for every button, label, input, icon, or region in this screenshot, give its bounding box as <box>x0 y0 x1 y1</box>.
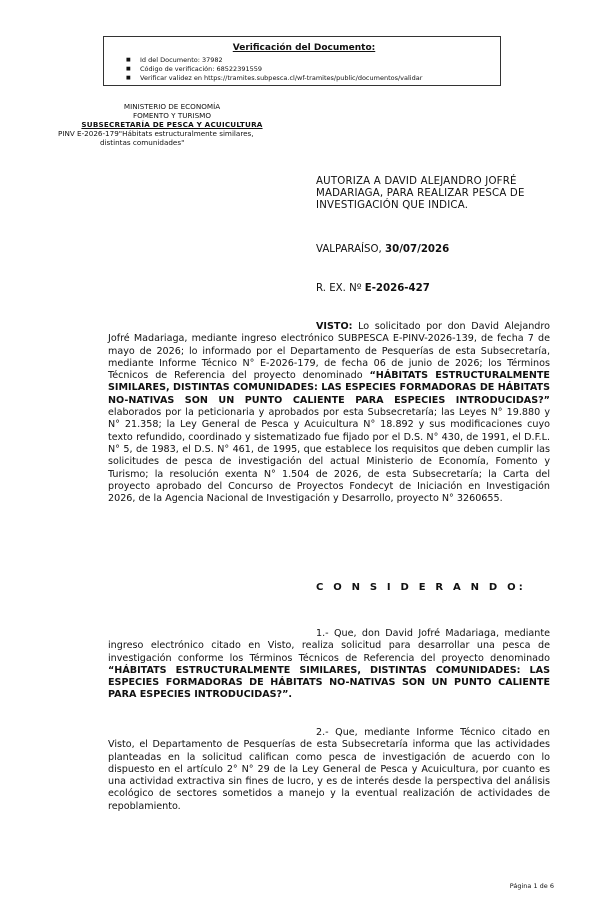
resolution-number <box>316 283 430 294</box>
verification-list <box>118 56 490 83</box>
considerando-1-text: 1.- Que, don David Jofré Madariaga, mediante ingreso electrónico citado en Visto, realiza solicitud para desarrollar una pesca de investigación conforme los Términos Técnicos de Referencia del proyecto denominado <box>108 628 550 664</box>
page-number: Página 1 de 6 <box>509 882 554 890</box>
considerando-item-1 <box>108 628 550 702</box>
rex-number: E-2026-427 <box>364 283 430 294</box>
ministry-name: MINISTERIO DE ECONOMÍA <box>123 102 221 111</box>
verification-code: ■ Código de verificación: 68522391559 <box>132 65 490 74</box>
considerando-1-project: “HÁBITATS ESTRUCTURALMENTE SIMILARES, DISTINTAS COMUNIDADES: LAS ESPECIES FORMADORAS DE HÁBITATS NO-NATIVAS SON UN PUNTO CALIENTE PARA ESPECIES INTRODUCIDAS?”. <box>108 664 550 701</box>
rex-label: R. EX. Nº <box>316 283 365 294</box>
date: 30/07/2026 <box>385 244 450 255</box>
verification-document-id: ■ Id del Documento: 37982 <box>132 56 490 65</box>
visto-text: Lo solicitado por don David Alejandro Jofré Madariaga, mediante ingreso electrónico SUBPESCA E-PINV-2026-139, de fecha 7 de mayo de 2026; lo informado por el Departamento de Pesquerías de esta Subsecretaría, mediante Informe Técnico N° E-2026-179, de fecha 06 de junio de 2026; los Términos Técnicos de Referencia del proyecto denominado <box>108 321 550 382</box>
visto-label: VISTO: <box>316 321 353 332</box>
ministry-name-cont: FOMENTO Y TURISMO <box>132 111 212 120</box>
place-date <box>316 244 449 255</box>
visto-text-cont: elaborados por la peticionaria y aprobados por esta Subsecretaría; las Leyes N° 19.880 y N° 21.358; la Ley General de Pesca y Acuicultura N° 18.892 y sus modificaciones cuyo texto refundido, coordinado y sistematizado fue fijado por el D.S. N° 430, de 1991, el D.F.L. N° 5, de 1983, el D.S. N° 461, de 1995, que establece los requisitos que deben cumplir las solicitudes de pesca de investigación del actual Ministerio de Economía, Fomento y Turismo; la resolución exenta N° 1.504 de 2026, de esta Subsecretaría; la Carta del proyecto aprobado del Concurso de Proyectos Fondecyt de Iniciación en Investigación 2026, de la Agencia Nacional de Investigación y Desarrollo, proyecto N° 3260655. <box>108 407 550 505</box>
place: VALPARAÍSO, <box>316 244 386 255</box>
subsecretaria-name: SUBSECRETARÍA DE PESCA Y ACUICULTURA <box>81 120 263 129</box>
considerando-2-text: 2.- Que, mediante Informe Técnico citado en Visto, el Departamento de Pesquerías de esta Subsecretaría informa que las actividades planteadas en la solicitud califican como pesca de investigación de acuerdo con lo dispuesto en el artículo 2° N° 29 de la Ley General de Pesca y Acuicultura, por cuanto es una actividad extractiva sin fines de lucro, y es de interés desde la perspectiva del análisis ecológico de sectores sometidos a manejo y la eventual realización de actividades de repoblamiento. <box>108 727 550 812</box>
project-reference: PINV E-2026-179"Hábitats estructuralmente similares, <box>58 129 254 138</box>
considerando-item-2 <box>108 727 550 813</box>
considerando-heading: C O N S I D E R A N D O: <box>316 582 526 593</box>
resolution-title: AUTORIZA A DAVID ALEJANDRO JOFRÉ MADARIAGA, PARA REALIZAR PESCA DE INVESTIGACIÓN QUE INDICA. <box>316 176 525 211</box>
project-reference-cont: distintas comunidades" <box>100 138 185 147</box>
visto-paragraph <box>108 321 550 505</box>
visto-project-title: “HÁBITATS ESTRUCTURALMENTE SIMILARES, DISTINTAS COMUNIDADES: LAS ESPECIES FORMADORAS DE HÁBITATS NO-NATIVAS SON UN PUNTO CALIENTE PARA ESPECIES INTRODUCIDAS?” <box>108 370 550 406</box>
verification-box <box>103 36 501 86</box>
verification-title: Verificación del Documento: <box>232 43 376 53</box>
verification-url: ■ Verificar validez en https://tramites.subpesca.cl/wf-tramites/public/documentos/validar <box>132 74 490 83</box>
ministry-header <box>58 102 286 147</box>
